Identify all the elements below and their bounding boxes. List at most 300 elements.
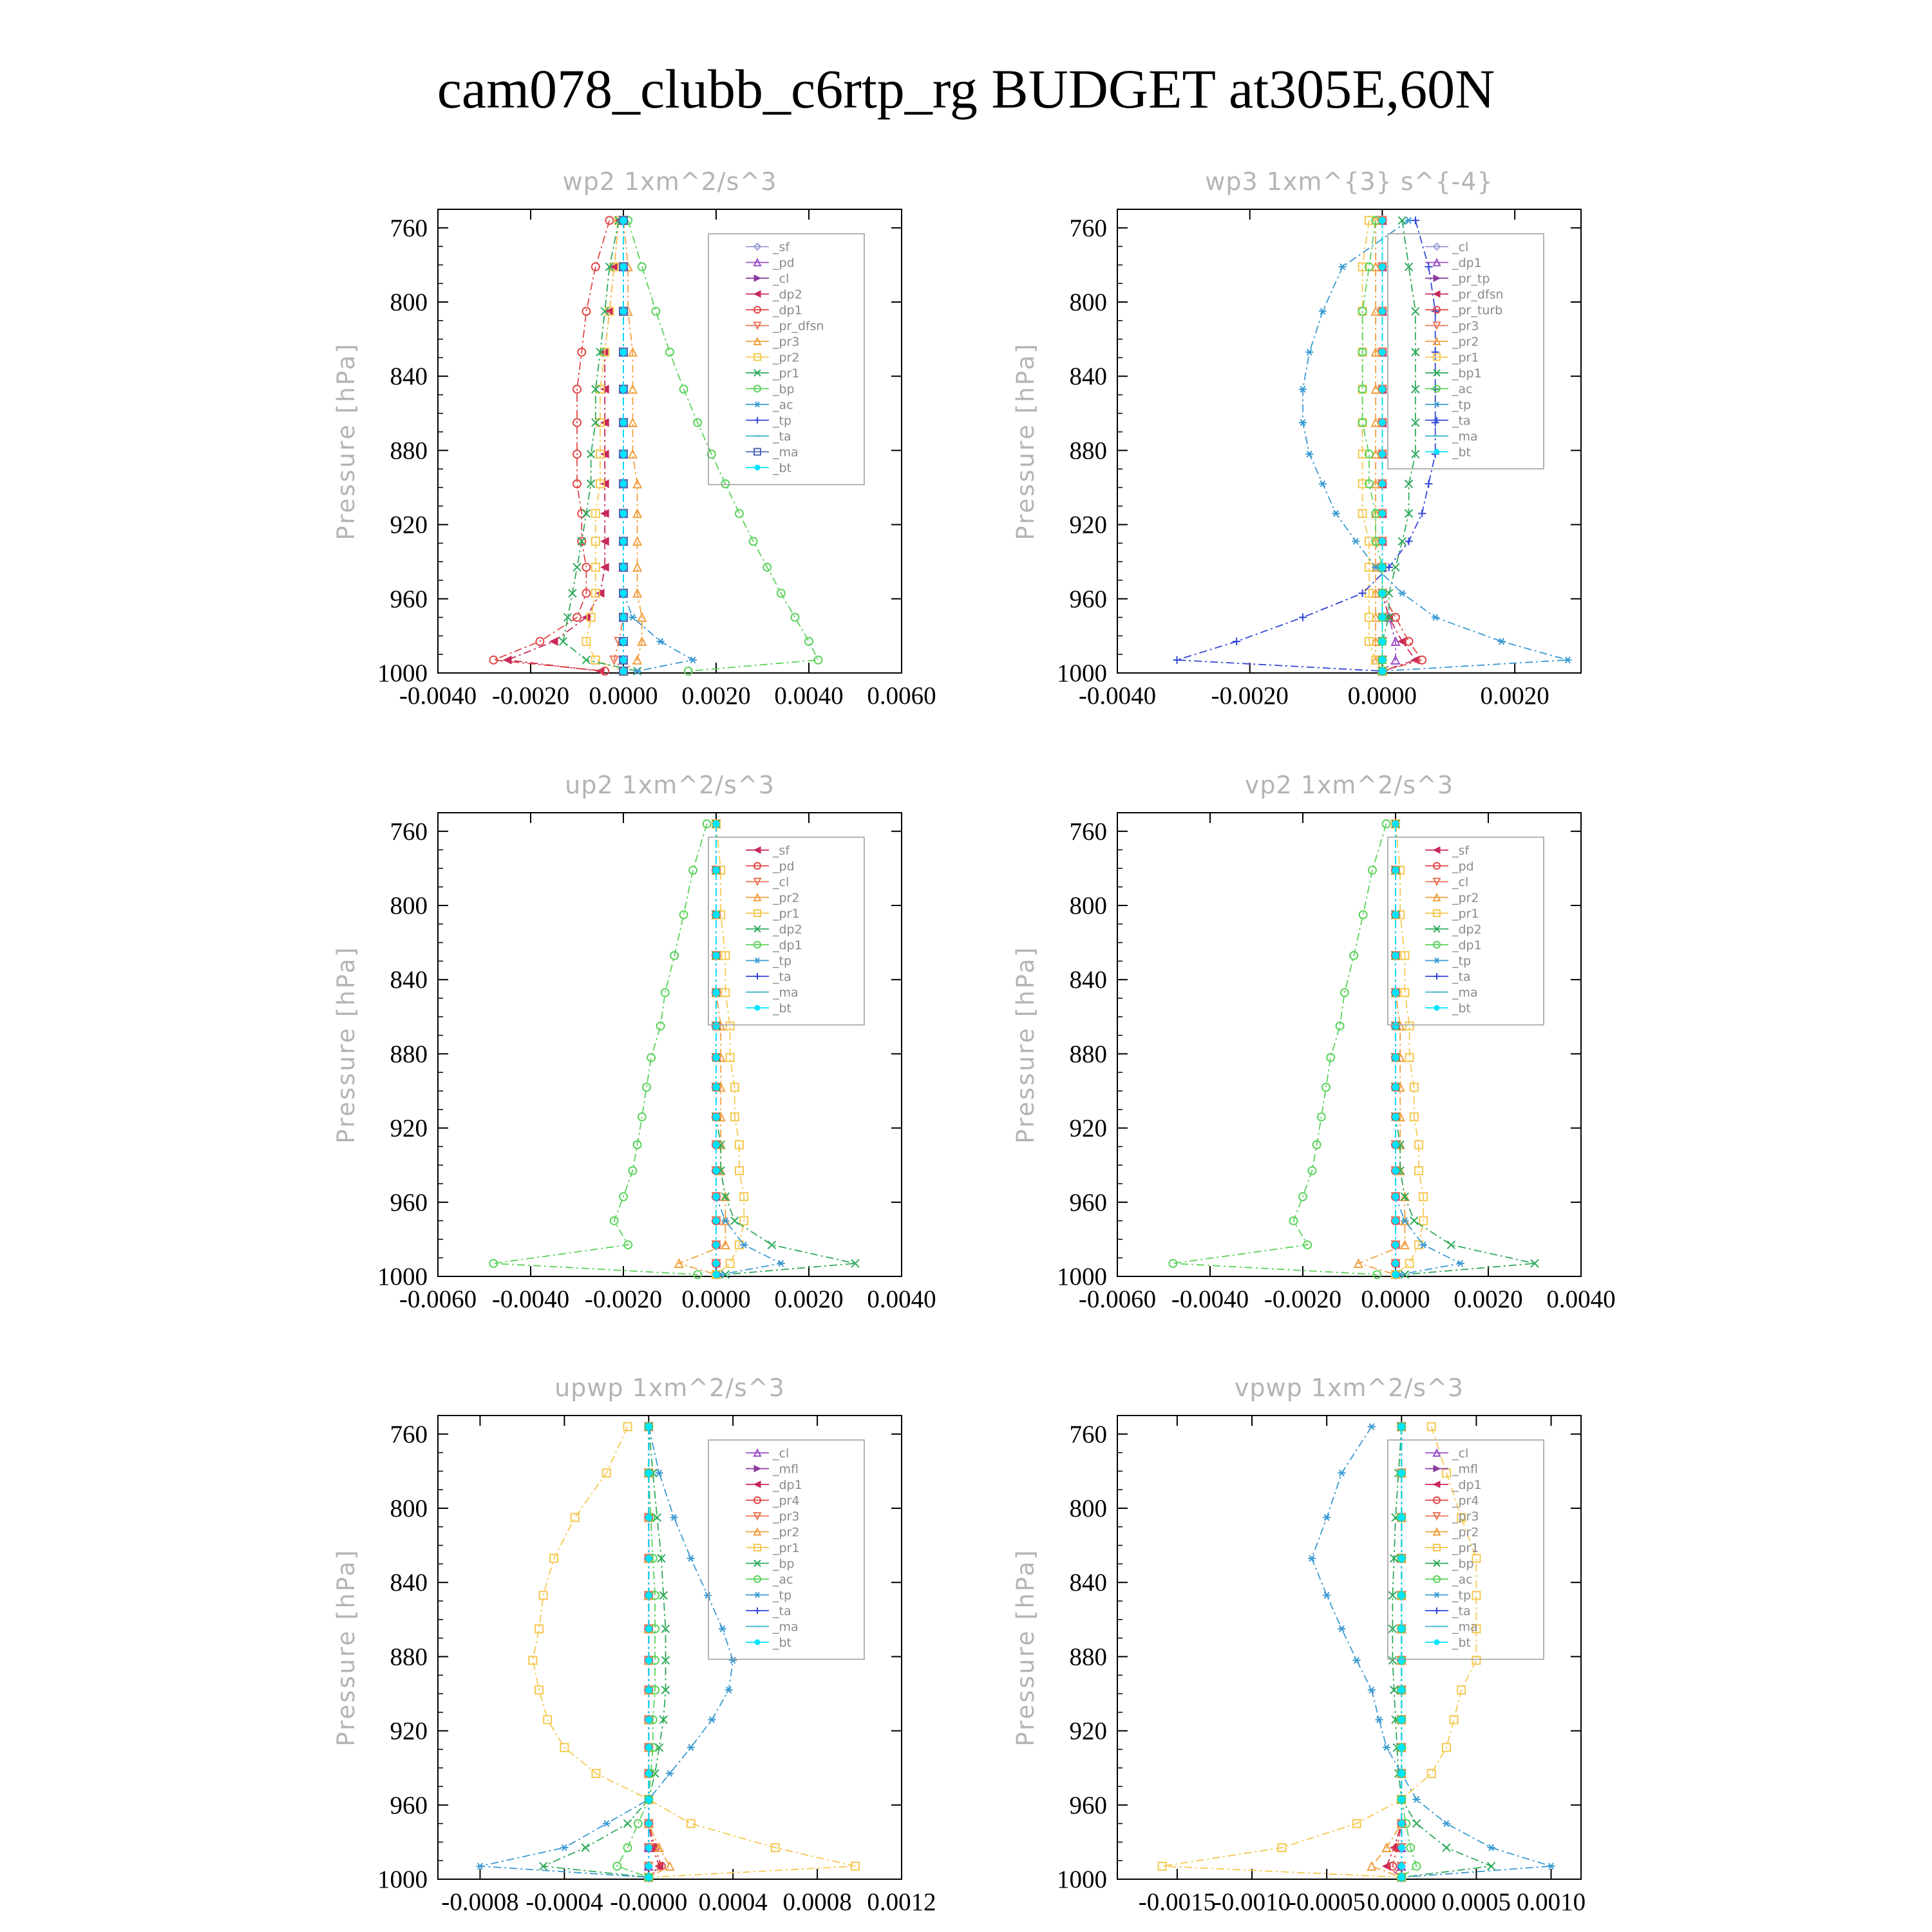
data-point xyxy=(1379,419,1386,426)
data-point xyxy=(1392,1217,1399,1224)
y-tick-label: 920 xyxy=(1069,1717,1107,1745)
data-point xyxy=(1392,1113,1399,1121)
legend-label: _pr_turb xyxy=(1452,303,1503,317)
y-axis-label: Pressure [hPa] xyxy=(1012,342,1039,540)
legend-label: _mfl xyxy=(1452,1462,1478,1477)
legend-label: _ta xyxy=(773,430,791,444)
y-tick-label: 1000 xyxy=(377,1263,428,1291)
series-line xyxy=(1401,1426,1416,1877)
legend-item xyxy=(746,1604,791,1618)
legend-label: _pd xyxy=(773,859,795,874)
x-tick-label: 0.0000 xyxy=(589,682,658,710)
data-point xyxy=(629,614,636,621)
data-point xyxy=(703,820,711,828)
data-point xyxy=(1233,638,1240,645)
x-tick-label: -0.0008 xyxy=(441,1888,519,1916)
plot-frame xyxy=(438,813,902,1276)
x-tick-label: 0.0020 xyxy=(681,682,751,710)
data-point xyxy=(713,911,720,918)
legend-label: _mfl xyxy=(773,1462,799,1477)
legend-label: _pr2 xyxy=(1452,891,1479,905)
plot-frame xyxy=(1117,209,1581,673)
data-point xyxy=(1379,510,1386,517)
series-bt xyxy=(645,1423,652,1881)
legend-item xyxy=(746,891,799,905)
legend-label: _pr1 xyxy=(1452,1541,1479,1555)
data-point xyxy=(713,1113,720,1121)
series-ta xyxy=(1173,216,1439,675)
data-point xyxy=(735,509,743,517)
data-point xyxy=(1443,1821,1450,1827)
y-tick-label: 1000 xyxy=(377,659,428,687)
legend-item xyxy=(746,366,799,381)
data-point xyxy=(687,1820,695,1828)
x-tick-label: -0.0040 xyxy=(399,682,477,710)
data-point xyxy=(1318,1113,1325,1121)
data-point xyxy=(713,1260,720,1267)
y-tick-label: 880 xyxy=(390,1040,428,1068)
data-point xyxy=(1392,564,1399,571)
y-tick-label: 920 xyxy=(390,1717,428,1745)
x-tick-label: 0.0008 xyxy=(782,1888,852,1916)
y-tick-label: 840 xyxy=(390,966,428,994)
panel-title: vp2 1xm^2/s^3 xyxy=(1244,771,1454,799)
x-tick-label: 0.0010 xyxy=(1516,1888,1586,1916)
legend-item xyxy=(1425,938,1482,952)
data-point xyxy=(620,538,627,545)
data-point xyxy=(620,510,627,517)
legend xyxy=(708,837,864,1025)
y-tick-label: 800 xyxy=(390,892,428,920)
legend-item xyxy=(746,907,799,921)
data-point xyxy=(1323,1593,1331,1599)
panel-title: wp2 1xm^2/s^3 xyxy=(562,167,777,196)
legend-label: _bp xyxy=(773,382,795,397)
data-point xyxy=(643,1083,650,1091)
y-tick-label: 1000 xyxy=(1057,659,1107,687)
data-point xyxy=(713,1167,720,1174)
legend-label: _sf xyxy=(1452,844,1470,858)
data-point xyxy=(620,590,627,597)
data-point xyxy=(1398,1862,1405,1870)
series-line xyxy=(623,220,642,671)
legend-label: _pr2 xyxy=(773,891,800,905)
series-line xyxy=(1358,824,1405,1274)
legend-label: _pr2 xyxy=(1452,1525,1479,1540)
legend xyxy=(1388,1440,1544,1660)
legend-item xyxy=(746,1446,789,1461)
data-point xyxy=(1379,538,1386,545)
x-tick-label: 0.0020 xyxy=(1480,682,1549,710)
data-point xyxy=(1488,1844,1495,1851)
data-point xyxy=(592,419,600,426)
data-point xyxy=(645,1470,652,1477)
data-point xyxy=(1398,1657,1405,1664)
data-point xyxy=(1379,564,1386,571)
data-point xyxy=(1392,1023,1399,1030)
data-point xyxy=(624,1423,632,1430)
legend-item xyxy=(1425,288,1504,302)
y-tick-label: 880 xyxy=(1069,1040,1107,1068)
legend-label: _ma xyxy=(1452,1620,1478,1634)
y-tick-label: 920 xyxy=(390,1114,428,1142)
legend-item xyxy=(746,1620,799,1634)
legend-item xyxy=(1425,1636,1471,1650)
legend-label: _tp xyxy=(773,413,792,428)
legend-label: _bt xyxy=(1452,1001,1472,1016)
legend-item xyxy=(746,1001,791,1016)
y-tick-label: 960 xyxy=(390,585,428,613)
legend-label: _cl xyxy=(1452,240,1469,254)
data-point xyxy=(1368,1862,1376,1870)
legend-swatch-marker xyxy=(1434,402,1440,407)
data-point xyxy=(713,1193,720,1200)
legend-swatch-marker xyxy=(1434,1466,1440,1472)
data-point xyxy=(1379,263,1386,270)
legend-swatch-marker xyxy=(1434,449,1440,455)
series-tp xyxy=(476,1423,737,1880)
panel-3 xyxy=(332,771,936,1313)
data-point xyxy=(1425,263,1432,270)
legend-label: _dp1 xyxy=(773,1478,802,1492)
legend-label: _bp1 xyxy=(1452,366,1482,381)
y-tick-label: 840 xyxy=(1069,1569,1107,1597)
legend-swatch-marker xyxy=(754,1481,761,1488)
data-point xyxy=(1383,820,1390,828)
data-point xyxy=(620,480,627,488)
panel-2 xyxy=(1012,167,1581,710)
data-point xyxy=(1418,509,1426,517)
x-tick-label: 0.0060 xyxy=(867,682,936,710)
legend-item xyxy=(746,1573,793,1587)
data-point xyxy=(1379,668,1386,675)
data-point xyxy=(645,1716,652,1723)
series-line xyxy=(649,1426,659,1877)
legend-label: _tp xyxy=(1452,398,1472,412)
x-tick-label: -0.0010 xyxy=(1213,1888,1291,1916)
legend-swatch-marker xyxy=(754,291,761,298)
plot-frame xyxy=(438,209,902,673)
data-point xyxy=(645,1770,652,1777)
data-point xyxy=(1398,1592,1405,1599)
data-point xyxy=(687,1555,695,1562)
y-axis-label: Pressure [hPa] xyxy=(332,342,360,540)
series-tp xyxy=(1308,1423,1555,1880)
panel-5 xyxy=(332,1374,936,1916)
figure-title: cam078_clubb_c6rtp_rg BUDGET at305E,60N xyxy=(437,58,1495,120)
legend-label: _tp xyxy=(773,1588,792,1603)
legend-label: _pr3 xyxy=(1452,319,1479,334)
legend-swatch-marker xyxy=(1434,1593,1440,1598)
legend-item xyxy=(1425,1478,1482,1492)
data-point xyxy=(680,911,688,918)
legend-item xyxy=(1425,414,1471,428)
data-point xyxy=(713,1023,720,1030)
y-tick-label: 840 xyxy=(1069,966,1107,994)
data-point xyxy=(1398,1716,1405,1723)
y-tick-label: 960 xyxy=(390,1188,428,1217)
legend-label: _pr1 xyxy=(773,366,800,381)
data-point xyxy=(1319,308,1327,315)
series-line xyxy=(507,220,619,671)
y-tick-label: 920 xyxy=(1069,511,1107,539)
legend-item xyxy=(746,1636,791,1650)
data-point xyxy=(645,1862,652,1870)
legend-label: _pr_dfsn xyxy=(1452,287,1504,302)
data-point xyxy=(1457,1260,1464,1267)
y-tick-label: 760 xyxy=(1069,817,1107,846)
y-tick-label: 1000 xyxy=(377,1866,428,1893)
data-point xyxy=(1341,989,1349,996)
legend-label: _dp1 xyxy=(1452,256,1482,270)
legend-label: _ac xyxy=(1452,382,1473,397)
data-point xyxy=(1392,1084,1399,1091)
series-dp1 xyxy=(645,1423,663,1881)
legend-label: _tp xyxy=(773,954,792,969)
legend-label: _tp xyxy=(1452,1588,1472,1603)
legend-item xyxy=(1425,351,1479,365)
series-bt xyxy=(713,820,720,1278)
data-point xyxy=(1432,348,1439,356)
legend-label: _dp2 xyxy=(773,922,802,937)
plot-frame xyxy=(438,1416,902,1879)
legend-item xyxy=(746,351,799,365)
legend-item xyxy=(746,954,791,969)
x-tick-label: -0.0020 xyxy=(491,682,570,710)
x-tick-label: -0.0004 xyxy=(526,1888,603,1916)
legend-item xyxy=(1425,1541,1479,1555)
data-point xyxy=(1392,1271,1399,1278)
legend-label: _cl xyxy=(773,1446,790,1461)
y-tick-label: 960 xyxy=(1069,1188,1107,1217)
data-point xyxy=(1392,1260,1399,1267)
data-point xyxy=(1379,614,1386,621)
data-point xyxy=(1338,1470,1345,1476)
y-tick-label: 960 xyxy=(390,1791,428,1819)
data-point xyxy=(550,638,558,645)
data-point xyxy=(476,1863,484,1870)
data-point xyxy=(1332,511,1340,517)
series-line xyxy=(716,824,781,1274)
y-tick-label: 1000 xyxy=(1057,1866,1107,1893)
series-pr2 xyxy=(1372,216,1386,675)
data-point xyxy=(661,989,669,996)
x-tick-label: -0.0040 xyxy=(491,1285,570,1313)
data-point xyxy=(1379,480,1386,488)
legend-item xyxy=(746,240,790,254)
data-point xyxy=(620,419,627,426)
legend xyxy=(1388,837,1544,1025)
data-point xyxy=(791,614,799,621)
data-point xyxy=(1379,348,1386,355)
data-point xyxy=(620,564,627,571)
data-point xyxy=(1305,349,1313,355)
legend-item xyxy=(746,844,790,858)
series-pr_turb xyxy=(1378,216,1426,675)
legend-label: _cl xyxy=(1452,875,1469,889)
data-point xyxy=(1379,451,1386,458)
data-point xyxy=(620,668,627,675)
data-point xyxy=(1392,989,1399,996)
legend-swatch-marker xyxy=(754,958,761,963)
data-point xyxy=(645,1514,652,1521)
data-point xyxy=(1405,538,1413,545)
data-point xyxy=(1338,1625,1345,1632)
data-point xyxy=(713,952,720,959)
legend-item xyxy=(746,1589,791,1603)
data-point xyxy=(620,308,627,315)
data-point xyxy=(1353,1657,1361,1663)
legend-label: _pd xyxy=(1452,859,1474,874)
legend-label: _pr2 xyxy=(1452,335,1479,349)
data-point xyxy=(1392,1242,1399,1249)
series-line xyxy=(1396,824,1461,1274)
y-tick-label: 880 xyxy=(390,437,428,465)
legend-label: _pr1 xyxy=(773,907,800,921)
data-point xyxy=(1398,1744,1405,1751)
legend-item xyxy=(746,414,791,428)
legend-label: _pd xyxy=(773,256,795,270)
y-tick-label: 760 xyxy=(390,817,428,846)
data-point xyxy=(704,1593,712,1599)
data-point xyxy=(666,348,674,356)
data-point xyxy=(645,1844,652,1852)
x-tick-label: 0.0040 xyxy=(1546,1285,1616,1313)
series-line xyxy=(493,824,706,1274)
y-tick-label: 760 xyxy=(1069,1420,1107,1448)
legend-swatch-marker xyxy=(1434,1005,1440,1011)
legend-item xyxy=(1425,256,1482,270)
series-line xyxy=(1363,220,1383,671)
legend-swatch-marker xyxy=(754,973,761,980)
data-point xyxy=(1392,1167,1399,1174)
data-point xyxy=(719,1625,726,1632)
series-line xyxy=(1312,1426,1551,1877)
y-tick-label: 960 xyxy=(1069,1791,1107,1819)
x-tick-label: 0.0000 xyxy=(1347,682,1417,710)
legend-label: _ac xyxy=(1452,1573,1473,1587)
data-point xyxy=(1398,1874,1405,1881)
data-point xyxy=(1359,911,1367,918)
data-point xyxy=(777,1260,785,1267)
legend-swatch-marker xyxy=(1434,958,1440,963)
legend-swatch-marker xyxy=(1434,291,1440,298)
legend-item xyxy=(1425,366,1482,381)
data-point xyxy=(540,1591,547,1599)
data-point xyxy=(605,216,613,224)
data-point xyxy=(620,386,627,393)
legend-item xyxy=(1425,1494,1479,1508)
data-point xyxy=(1406,1260,1414,1267)
data-point xyxy=(708,1717,715,1723)
legend-item xyxy=(746,1541,799,1555)
legend-label: _ma xyxy=(773,445,799,460)
legend-item xyxy=(1425,1557,1474,1571)
legend-item xyxy=(1425,1589,1471,1603)
legend-item xyxy=(1425,1526,1479,1540)
legend-item xyxy=(1425,1463,1478,1477)
x-tick-label: 0.0000 xyxy=(1361,1285,1430,1313)
legend-label: _bt xyxy=(1452,445,1472,460)
data-point xyxy=(624,1820,632,1828)
legend-label: _pr4 xyxy=(1452,1493,1479,1508)
data-point xyxy=(1352,538,1359,545)
legend-item xyxy=(1425,1001,1471,1016)
data-point xyxy=(1375,1717,1383,1723)
data-point xyxy=(1405,480,1413,488)
legend-label: _sf xyxy=(773,844,790,858)
legend-item xyxy=(746,1526,799,1540)
data-point xyxy=(645,1796,652,1803)
x-tick-label: 0.0000 xyxy=(681,1285,751,1313)
legend-label: _pr1 xyxy=(773,1541,800,1555)
y-tick-label: 800 xyxy=(1069,289,1107,316)
legend-item xyxy=(1425,986,1478,1000)
y-tick-label: 840 xyxy=(390,363,428,391)
legend xyxy=(708,234,864,485)
data-point xyxy=(1392,952,1399,959)
data-point xyxy=(582,1844,589,1852)
data-point xyxy=(1410,1217,1418,1225)
legend-label: _pr1 xyxy=(1452,350,1479,365)
legend-label: _ta xyxy=(773,1604,791,1618)
legend-item xyxy=(746,970,791,984)
data-point xyxy=(1425,480,1432,488)
x-tick-label: -0.0000 xyxy=(610,1888,688,1916)
legend-swatch-marker xyxy=(1434,847,1440,853)
legend-item xyxy=(1425,446,1471,460)
y-tick-label: 880 xyxy=(390,1643,428,1671)
series-bt xyxy=(1398,1423,1405,1881)
legend-item xyxy=(1425,891,1479,905)
legend-item xyxy=(746,319,824,334)
legend-label: _pr_dfsn xyxy=(773,319,824,334)
legend-item xyxy=(1425,923,1482,937)
y-tick-label: 760 xyxy=(1069,214,1107,242)
data-point xyxy=(1428,1423,1435,1430)
data-point xyxy=(1413,1820,1421,1828)
data-point xyxy=(726,1260,734,1267)
panel-title: up2 1xm^2/s^3 xyxy=(565,771,775,799)
legend-item xyxy=(746,256,795,270)
legend-label: _ma xyxy=(1452,430,1478,444)
data-point xyxy=(713,1217,720,1224)
legend-label: _ta xyxy=(773,970,791,984)
legend-label: _dp1 xyxy=(1452,1478,1482,1492)
data-point xyxy=(1488,1862,1495,1870)
legend-label: _pr2 xyxy=(773,350,800,365)
data-point xyxy=(1398,1470,1405,1477)
series-ac xyxy=(620,217,697,674)
data-point xyxy=(1379,638,1386,645)
legend-item xyxy=(746,986,799,1000)
x-tick-label: 0.0020 xyxy=(774,1285,844,1313)
legend-label: _bt xyxy=(1452,1636,1472,1650)
x-tick-label: 0.0020 xyxy=(1454,1285,1523,1313)
legend-item xyxy=(746,938,802,952)
legend-item xyxy=(746,272,789,286)
legend-label: _dp1 xyxy=(773,938,802,952)
x-tick-label: 0.0004 xyxy=(698,1888,768,1916)
data-point xyxy=(1323,1515,1331,1521)
data-point xyxy=(1548,1863,1555,1870)
legend-label: _dp2 xyxy=(1452,922,1482,937)
x-tick-label: 0.0005 xyxy=(1441,1888,1511,1916)
legend-label: _dp1 xyxy=(773,303,802,317)
series-dp1 xyxy=(489,820,710,1278)
panel-6 xyxy=(1012,1374,1586,1916)
data-point xyxy=(1398,1514,1405,1521)
